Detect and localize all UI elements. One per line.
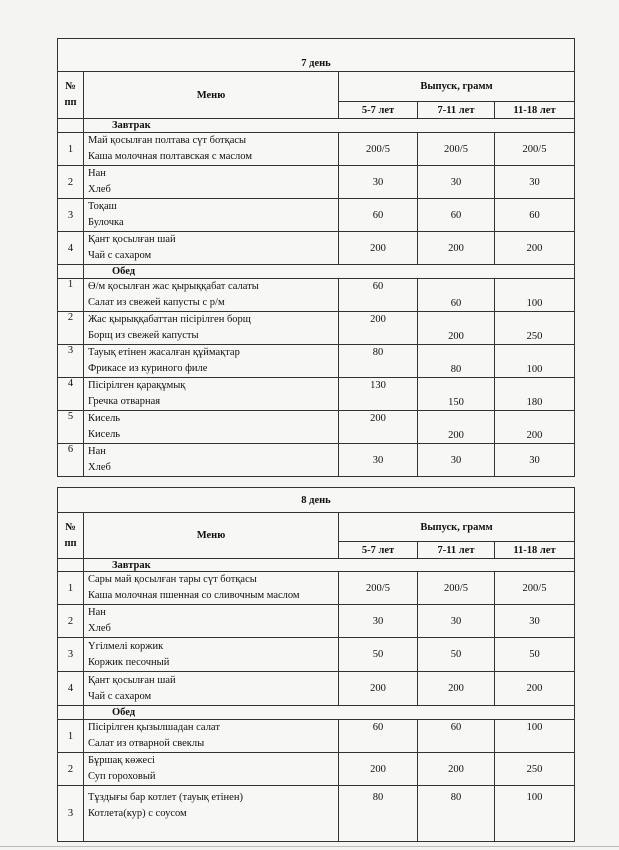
header-menu: Меню <box>84 72 339 119</box>
portion-11-18: 180 <box>495 378 575 411</box>
section-lunch: Обед <box>84 706 575 720</box>
portion-5-7: 130 <box>339 378 418 411</box>
table-row <box>58 444 575 477</box>
day-title: 8 день <box>58 488 575 513</box>
table-row <box>58 133 575 166</box>
row-number: 1 <box>58 720 84 753</box>
portion-11-18: 30 <box>495 444 575 477</box>
dish-name <box>84 312 339 345</box>
dish-name-kz: Бұршақ көжесі <box>88 755 155 766</box>
header-output-label: Выпуск, грамм <box>420 521 493 533</box>
table-row <box>58 753 575 786</box>
portion-11-18: 100 <box>495 720 575 753</box>
portion-7-11: 200/5 <box>418 133 495 166</box>
dish-name <box>84 345 339 378</box>
menu-table-day-8 <box>57 487 575 842</box>
row-number: 2 <box>58 312 84 345</box>
dish-name-kz: Қант қосылған шай <box>88 234 176 245</box>
dish-name <box>84 753 339 786</box>
dish-name-ru: Чай с сахаром <box>88 250 152 261</box>
dish-name-ru: Каша молочная пшенная со сливочным маслом <box>88 590 300 601</box>
portion-11-18: 200/5 <box>495 572 575 605</box>
section-breakfast: Завтрак <box>84 559 575 572</box>
portion-5-7: 60 <box>339 720 418 753</box>
portion-7-11: 80 <box>418 345 495 378</box>
portion-11-18: 200/5 <box>495 133 575 166</box>
portion-7-11: 60 <box>418 279 495 312</box>
portion-7-11: 50 <box>418 638 495 672</box>
table-row <box>58 232 575 265</box>
portion-5-7: 80 <box>339 786 418 842</box>
portion-5-7: 60 <box>339 279 418 312</box>
dish-name-ru: Котлета(кур) с соусом <box>88 808 187 819</box>
dish-name <box>84 279 339 312</box>
dish-name-ru: Коржик песочный <box>88 656 170 668</box>
dish-name-kz: Пісірілген қарақұмық <box>88 380 186 391</box>
dish-name-kz: Кисель <box>88 413 121 424</box>
portion-11-18: 250 <box>495 753 575 786</box>
header-age-5-7: 5-7 лет <box>339 102 418 119</box>
header-output <box>339 72 575 102</box>
dish-name-kz: Нан <box>88 607 106 618</box>
row-number: 1 <box>58 572 84 605</box>
section-lunch: Обед <box>84 265 575 279</box>
dish-name-ru: Борщ из свежей капусты <box>88 330 199 341</box>
dish-name-ru: Салат из свежей капусты с р/м <box>88 297 225 308</box>
portion-7-11: 80 <box>418 786 495 842</box>
portion-7-11: 30 <box>418 166 495 199</box>
dish-name <box>84 199 339 232</box>
portion-7-11: 60 <box>418 199 495 232</box>
table-row <box>58 786 575 842</box>
portion-7-11: 30 <box>418 444 495 477</box>
header-menu: Меню <box>84 513 339 559</box>
dish-name <box>84 786 339 842</box>
row-number: 2 <box>58 605 84 638</box>
portion-5-7: 50 <box>339 638 418 672</box>
dish-name-ru: Хлеб <box>88 184 111 195</box>
header-output-label: Выпуск, грамм <box>420 81 493 92</box>
header-number: № пп <box>58 513 84 559</box>
dish-name-kz: Май қосылған полтава сүт ботқасы <box>88 135 247 146</box>
page-bottom-edge <box>0 846 619 847</box>
portion-5-7: 200 <box>339 753 418 786</box>
dish-name-ru: Хлеб <box>88 462 111 473</box>
dish-name-kz: Тоқаш <box>88 201 117 212</box>
portion-11-18: 250 <box>495 312 575 345</box>
portion-7-11: 200/5 <box>418 572 495 605</box>
dish-name <box>84 378 339 411</box>
portion-11-18: 30 <box>495 166 575 199</box>
table-row <box>58 312 575 345</box>
dish-name <box>84 720 339 753</box>
portion-7-11: 200 <box>418 753 495 786</box>
dish-name-ru: Фрикасе из куриного филе <box>88 363 208 374</box>
dish-name-kz: Нан <box>88 446 106 457</box>
portion-5-7: 30 <box>339 444 418 477</box>
table-row <box>58 166 575 199</box>
menu-table-day-7 <box>57 38 575 477</box>
portion-7-11: 200 <box>418 411 495 444</box>
portion-5-7: 200 <box>339 672 418 706</box>
dish-name <box>84 166 339 199</box>
portion-11-18: 30 <box>495 605 575 638</box>
portion-5-7: 200/5 <box>339 133 418 166</box>
portion-5-7: 60 <box>339 199 418 232</box>
dish-name-ru: Салат из отварной свеклы <box>88 738 205 749</box>
table-row <box>58 572 575 605</box>
row-number: 3 <box>58 199 84 232</box>
day-title: 7 день <box>58 39 575 72</box>
dish-name <box>84 232 339 265</box>
dish-name-kz: Тауық етінен жасалған құймақтар <box>88 347 240 358</box>
dish-name <box>84 444 339 477</box>
portion-11-18: 60 <box>495 199 575 232</box>
dish-name <box>84 572 339 605</box>
dish-name-ru: Чай с сахаром <box>88 690 152 702</box>
header-output <box>339 513 575 542</box>
dish-name <box>84 605 339 638</box>
dish-name-ru: Булочка <box>88 217 124 228</box>
row-number: 2 <box>58 753 84 786</box>
dish-name <box>84 638 339 672</box>
table-row <box>58 672 575 706</box>
portion-5-7: 200 <box>339 232 418 265</box>
dish-name-kz: Нан <box>88 168 106 179</box>
row-number: 1 <box>58 279 84 312</box>
row-number: 3 <box>58 786 84 842</box>
portion-5-7: 200 <box>339 312 418 345</box>
table-row <box>58 411 575 444</box>
portion-11-18: 200 <box>495 232 575 265</box>
portion-5-7: 30 <box>339 605 418 638</box>
dish-name <box>84 411 339 444</box>
portion-7-11: 150 <box>418 378 495 411</box>
table-row <box>58 638 575 672</box>
portion-11-18: 50 <box>495 638 575 672</box>
dish-name <box>84 672 339 706</box>
row-number: 1 <box>58 133 84 166</box>
portion-7-11: 200 <box>418 312 495 345</box>
dish-name-kz: Ө/м қосылған жас қырыққабат салаты <box>88 281 259 292</box>
row-number: 3 <box>58 345 84 378</box>
table-row <box>58 605 575 638</box>
row-number: 3 <box>58 638 84 672</box>
portion-7-11: 200 <box>418 232 495 265</box>
table-row <box>58 199 575 232</box>
portion-11-18: 200 <box>495 672 575 706</box>
portion-7-11: 200 <box>418 672 495 706</box>
table-row <box>58 345 575 378</box>
header-number: № пп <box>58 72 84 119</box>
table-row <box>58 720 575 753</box>
row-number: 2 <box>58 166 84 199</box>
dish-name-kz: Үгілмелі коржик <box>88 640 164 652</box>
dish-name-ru: Гречка отварная <box>88 396 161 407</box>
dish-name-ru: Суп гороховый <box>88 771 156 782</box>
dish-name <box>84 133 339 166</box>
portion-5-7: 200 <box>339 411 418 444</box>
dish-name-kz: Сары май қосылған тары сүт ботқасы <box>88 574 257 585</box>
table-row <box>58 279 575 312</box>
portion-11-18: 100 <box>495 345 575 378</box>
section-breakfast: Завтрак <box>84 119 575 133</box>
header-age-5-7: 5-7 лет <box>339 542 418 559</box>
dish-name-kz: Қант қосылған шай <box>88 674 176 686</box>
portion-11-18: 200 <box>495 411 575 444</box>
dish-name-kz: Пісірілген қызылшадан салат <box>88 722 220 733</box>
row-number: 6 <box>58 444 84 477</box>
dish-name-kz: Тұздығы бар котлет (тауық етінен) <box>88 792 243 803</box>
portion-7-11: 60 <box>418 720 495 753</box>
dish-name-ru: Кисель <box>88 429 121 440</box>
portion-11-18: 100 <box>495 279 575 312</box>
header-age-11-18: 11-18 лет <box>495 102 575 119</box>
header-age-11-18: 11-18 лет <box>495 542 575 559</box>
row-number: 5 <box>58 411 84 444</box>
portion-7-11: 30 <box>418 605 495 638</box>
row-number: 4 <box>58 672 84 706</box>
row-number: 4 <box>58 378 84 411</box>
dish-name-ru: Каша молочная полтавская с маслом <box>88 151 252 162</box>
header-age-7-11: 7-11 лет <box>418 102 495 119</box>
table-row <box>58 378 575 411</box>
portion-11-18: 100 <box>495 786 575 842</box>
dish-name-ru: Хлеб <box>88 623 111 634</box>
portion-5-7: 30 <box>339 166 418 199</box>
row-number: 4 <box>58 232 84 265</box>
header-age-7-11: 7-11 лет <box>418 542 495 559</box>
portion-5-7: 80 <box>339 345 418 378</box>
portion-5-7: 200/5 <box>339 572 418 605</box>
dish-name-kz: Жас қырыққабаттан пісірілген борщ <box>88 314 251 325</box>
